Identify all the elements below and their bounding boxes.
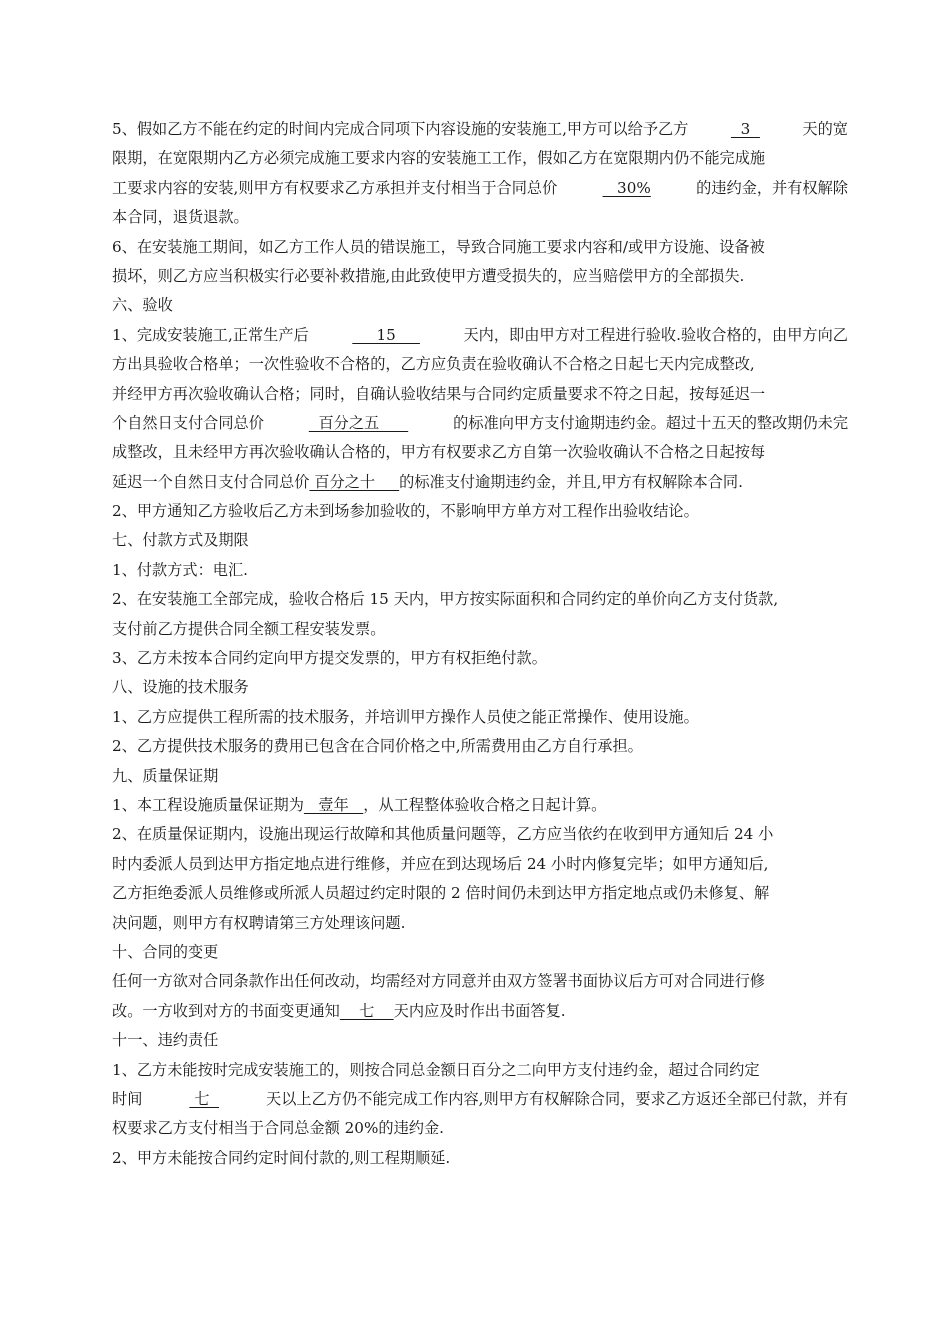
underlined-fill-value: 3 <box>730 120 760 138</box>
text-segment: 3、乙方未按本合同约定向甲方提交发票的，甲方有权拒绝付款。 <box>112 649 547 668</box>
text-segment: 本合同，退货退款。 <box>112 208 249 227</box>
text-line <box>112 1085 848 1114</box>
text-line <box>112 762 848 791</box>
text-line <box>112 1144 848 1173</box>
text-line <box>112 615 848 644</box>
text-line <box>112 673 848 702</box>
text-segment: 天以上乙方仍不能完成工作内容,则甲方有权解除合同，要求乙方返还全部已付款，并有 <box>266 1089 848 1108</box>
text-segment: 天的宽 <box>802 120 848 138</box>
underlined-fill-value: 百分之十 <box>309 472 400 491</box>
text-segment: 2、甲方未能按合同约定时间付款的,则工程期顺延. <box>112 1148 451 1167</box>
text-segment: 1、乙方应提供工程所需的技术服务，并培训甲方操作人员使之能正常操作、使用设施。 <box>112 707 699 726</box>
text-segment: 1、本工程设施质量保证期为 <box>112 795 304 814</box>
text-line <box>112 820 848 849</box>
text-line <box>112 938 848 967</box>
text-segment: 1、完成安装施工,正常生产后 <box>112 325 309 344</box>
text-segment: 1、乙方未能按时完成安装施工的，则按合同总金额日百分之二向甲方支付违约金，超过合同约定 <box>112 1060 760 1079</box>
text-segment: 并经甲方再次验收确认合格；同时，自确认验收结果与合同约定质量要求不符之日起，按每延迟一 <box>112 384 766 403</box>
text-segment: 的标准向甲方支付逾期违约金。超过十五天的整改期仍未完 <box>453 413 848 432</box>
text-segment: 5、假如乙方不能在约定的时间内完成合同项下内容设施的安装施工,甲方可以给予乙方 <box>112 120 689 138</box>
text-line <box>112 1026 848 1055</box>
text-segment: 2、在安装施工全部完成，验收合格后 15 天内，甲方按实际面积和合同约定的单价向乙方支付货款, <box>112 590 779 609</box>
text-segment: 损坏，则乙方应当积极实行必要补救措施,由此致使甲方遭受损失的，应当赔偿甲方的全部损失. <box>112 266 745 285</box>
text-segment: 的标准支付逾期违约金，并且,甲方有权解除本合同. <box>399 472 743 491</box>
text-segment: 延迟一个自然日支付合同总价 <box>112 472 310 491</box>
underlined-fill-value: 30% <box>602 178 651 197</box>
text-line <box>112 1114 848 1143</box>
text-segment: 2、在质量保证期内，设施出现运行故障和其他质量问题等，乙方应当依约在收到甲方通知后 24 小 <box>112 825 774 844</box>
text-line <box>112 144 848 173</box>
underlined-fill-value: 七 <box>189 1089 220 1108</box>
text-segment: 2、甲方通知乙方验收后乙方未到场参加验收的，不影响甲方单方对工程作出验收结论。 <box>112 502 699 521</box>
text-segment: 时内委派人员到达甲方指定地点进行维修，并应在到达现场后 24 小时内修复完毕；如甲方通知后, <box>112 854 769 873</box>
text-line <box>112 233 848 262</box>
text-line <box>112 585 848 614</box>
text-line <box>112 262 848 291</box>
text-line <box>112 556 848 585</box>
text-line <box>112 291 848 320</box>
text-line <box>112 115 848 144</box>
text-line <box>112 526 848 555</box>
text-line <box>112 997 848 1026</box>
text-line <box>112 321 848 350</box>
underlined-fill-value: 七 <box>339 1001 394 1020</box>
text-line <box>112 732 848 761</box>
text-segment: 的违约金，并有权解除 <box>696 178 848 197</box>
text-segment: 方出具验收合格单；一次性验收不合格的，乙方应负责在验收确认不合格之日起七天内完成整改, <box>112 355 755 374</box>
underlined-fill-value: 壹年 <box>303 795 364 814</box>
text-line <box>112 468 848 497</box>
text-segment: 决问题，则甲方有权聘请第三方处理该问题. <box>112 913 406 932</box>
text-line <box>112 1056 848 1085</box>
text-line <box>112 350 848 379</box>
text-segment: 九、质量保证期 <box>112 766 219 785</box>
text-segment: 成整改，且未经甲方再次验收确认合格的，甲方有权要求乙方自第一次验收确认不合格之日起按每 <box>112 443 766 462</box>
text-segment: 十一、违约责任 <box>112 1031 219 1050</box>
text-line <box>112 909 848 938</box>
text-line <box>112 497 848 526</box>
text-segment: 1、付款方式：电汇. <box>112 560 248 579</box>
text-line <box>112 879 848 908</box>
text-segment: 七、付款方式及期限 <box>112 531 249 550</box>
text-line <box>112 174 848 203</box>
text-segment: 六、验收 <box>112 296 173 315</box>
text-segment: 改。一方收到对方的书面变更通知 <box>112 1001 340 1020</box>
text-segment: 限期，在宽限期内乙方必须完成施工要求内容的安装施工工作，假如乙方在宽限期内仍不能完成施 <box>112 149 766 168</box>
text-line <box>112 380 848 409</box>
text-segment: 2、乙方提供技术服务的费用已包含在合同价格之中,所需费用由乙方自行承担。 <box>112 737 643 756</box>
text-segment: 任何一方欲对合同条款作出任何改动，均需经对方同意并由双方签署书面协议后方可对合同进行修 <box>112 972 766 991</box>
text-line <box>112 644 848 673</box>
text-line <box>112 409 848 438</box>
text-segment: 乙方拒绝委派人员维修或所派人员超过约定时限的 2 倍时间仍未到达甲方指定地点或仍未修复、解 <box>112 884 770 903</box>
text-line <box>112 850 848 879</box>
text-line <box>112 791 848 820</box>
text-segment: 工要求内容的安装,则甲方有权要求乙方承担并支付相当于合同总价 <box>112 178 558 197</box>
text-segment: 八、设施的技术服务 <box>112 678 249 697</box>
underlined-fill-value: 百分之五 <box>308 413 409 432</box>
text-line <box>112 438 848 467</box>
text-segment: 支付前乙方提供合同全额工程安装发票。 <box>112 619 386 638</box>
text-segment: 时间 <box>112 1089 143 1108</box>
text-segment: ，从工程整体验收合格之日起计算。 <box>363 795 607 814</box>
document-page <box>112 115 848 1173</box>
text-line <box>112 703 848 732</box>
text-segment: 十、合同的变更 <box>112 942 219 961</box>
text-segment: 天内应及时作出书面答复. <box>393 1001 566 1020</box>
text-segment: 6、在安装施工期间，如乙方工作人员的错误施工，导致合同施工要求内容和/或甲方设施、设备被 <box>112 237 765 256</box>
text-segment: 天内，即由甲方对工程进行验收.验收合格的，由甲方向乙 <box>463 325 848 344</box>
text-line <box>112 967 848 996</box>
underlined-fill-value: 15 <box>352 325 420 344</box>
text-segment: 个自然日支付合同总价 <box>112 413 264 432</box>
text-line <box>112 203 848 232</box>
text-segment: 权要求乙方支付相当于合同总金额 20%的违约金. <box>112 1119 444 1138</box>
